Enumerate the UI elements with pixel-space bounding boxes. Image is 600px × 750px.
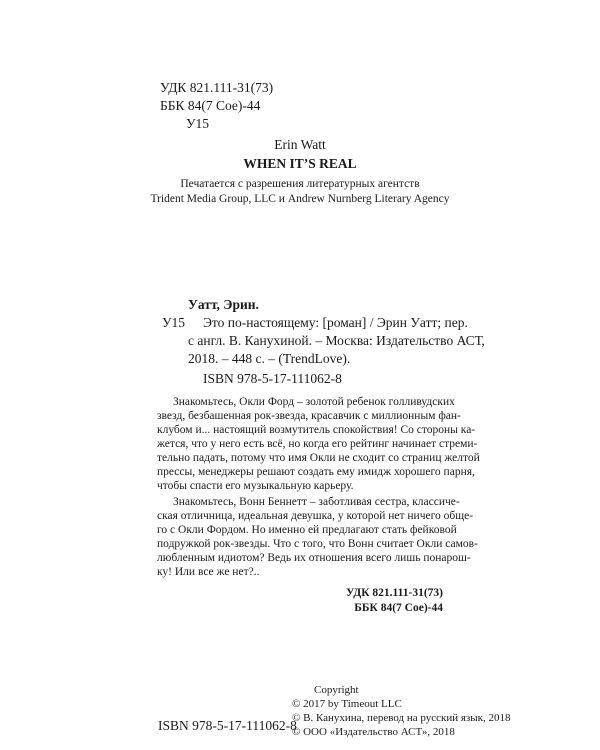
catalog-isbn: ISBN 978-5-17-111062-8 <box>203 371 342 386</box>
annotation-line: подружкой рок-звезды. Что с того, что Вонн считает Окли самов- <box>157 538 478 550</box>
catalog-line-3: 2018. – 448 с. – (TrendLove). <box>188 351 351 366</box>
udk-code: УДК 821.111-31(73) <box>160 80 274 95</box>
annotation-line: ская отличница, идеальная девушка, у которой нет ничего обще- <box>157 510 474 522</box>
copyright-line-3: © ООО «Издательство АСТ», 2018 <box>292 726 455 738</box>
footer-isbn: ISBN 978-5-17-111062-8 <box>158 718 297 733</box>
permission-line-1: Печатается с разрешения литературных агентств <box>180 178 420 190</box>
annotation-line: Знакомьтесь, Вонн Беннетт – заботливая сестра, классиче- <box>173 496 460 508</box>
permission-line-2: Trident Media Group, LLC и Andrew Nurnberg Literary Agency <box>150 193 450 205</box>
annotation-line: тельно падать, потому что имя Окли не сходит со страниц желтой <box>157 452 480 464</box>
index-udk: УДК 821.111-31(73) <box>346 587 443 599</box>
annotation-line: любленным идиотом? Ведь их отношения всего лишь понарош- <box>157 552 471 564</box>
catalog-author-heading: Уатт, Эрин. <box>188 297 259 312</box>
annotation-line: го с Окли Фордом. Но именно ей предлагают стать фейковой <box>157 524 457 536</box>
copyright-line-1: © 2017 by Timeout LLC <box>292 698 402 710</box>
annotation-line: ку! Или все же нет?.. <box>157 566 260 578</box>
copyright-label: Copyright <box>314 684 359 696</box>
bbk-code: ББК 84(7 Сое)-44 <box>160 98 261 113</box>
catalog-line-2: с англ. В. Канухиной. – Москва: Издательство АСТ, <box>188 333 485 348</box>
annotation-line: Знакомьтесь, Окли Форд – золотой ребенок голливудских <box>173 396 455 408</box>
annotation-line: клубом и... настоящий возмутитель спокойствия! Со стороны ка- <box>157 424 476 436</box>
author-sign: У15 <box>186 116 210 131</box>
index-bbk: ББК 84(7 Сое)-44 <box>354 602 443 614</box>
original-title: WHEN IT’S REAL <box>243 156 357 171</box>
annotation-line: жется, что у него есть всё, но когда его рейтинг начинает стреми- <box>157 438 478 450</box>
annotation-line: чтобы спасти его музыкальную карьеру. <box>157 480 354 492</box>
annotation-line: звезд, безбашенная рок-звезда, красавчик с миллионным фан- <box>157 410 461 422</box>
catalog-line-1: Это по-настоящему: [роман] / Эрин Уатт; пер. <box>203 315 468 330</box>
original-author: Erin Watt <box>274 137 326 152</box>
catalog-side-sign: У15 <box>162 315 186 330</box>
copyright-line-2: © В. Канухина, перевод на русский язык, 2018 <box>292 712 511 724</box>
annotation-line: прессы, менеджеры решают создать ему имидж хорошего парня, <box>157 466 475 478</box>
